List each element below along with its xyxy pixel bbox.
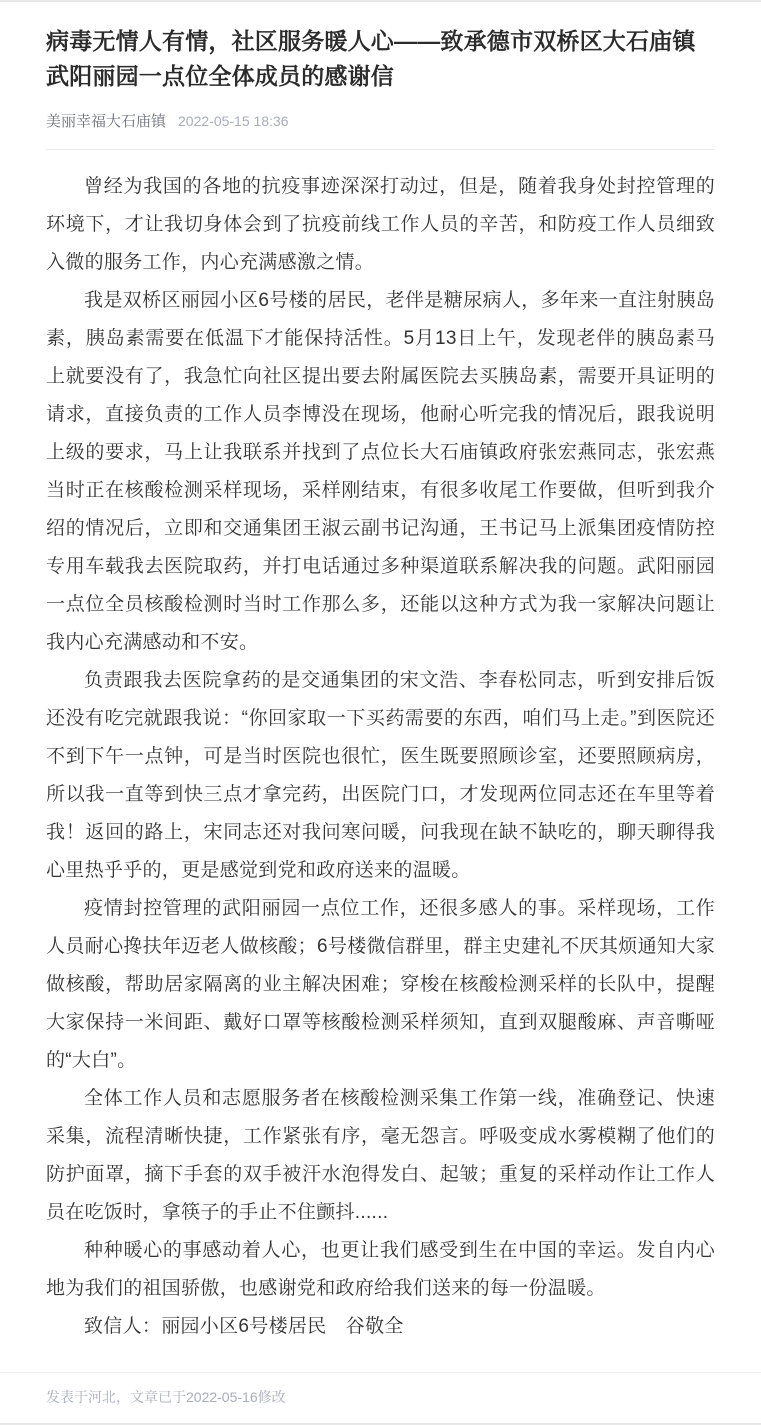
article-paragraph: 曾经为我国的各地的抗疫事迹深深打动过，但是，随着我身处封控管理的环境下，才让我切身体会到了抗疫前线工作人员的辛苦，和防疫工作人员细致入微的服务工作，内心充满感激之情。 bbox=[46, 176, 715, 273]
article-paragraph: 负责跟我去医院拿药的是交通集团的宋文浩、李春松同志，听到安排后饭还没有吃完就跟我说：“你回家取一下买药需要的东西，咱们马上走。”到医院还不到下午一点钟，可是当时医院也很忙，医生既要照顾诊室，还要照顾病房，所以我一直等到快三点才拿完药，出医院门口，才发现两位同志还在车里等着我！返回的路上，宋同志还对我问寒问暖，问我现在缺不缺吃的，聊天聊得我心里热乎乎的，更是感觉到党和政府送来的温暖。 bbox=[46, 670, 715, 881]
article-footer: 发表于河北，文章已于2022-05-16修改 bbox=[0, 1372, 761, 1425]
article-paragraph: 全体工作人员和志愿服务者在核酸检测采集工作第一线，准确登记、快速采集，流程清晰快捷，工作紧张有序，毫无怨言。呼吸变成水雾模糊了他们的防护面罩，摘下手套的双手被汗水泡得发白、起皱；重复的采样动作让工作人员在吃饭时，拿筷子的手止不住颤抖...... bbox=[46, 1088, 715, 1223]
article-meta bbox=[46, 110, 715, 131]
article-paragraph: 疫情封控管理的武阳丽园一点位工作，还很多感人的事。采样现场，工作人员耐心搀扶年迈老人做核酸；6号楼微信群里，群主史建礼不厌其烦通知大家做核酸，帮助居家隔离的业主解决困难；穿梭在核酸检测采样的长队中，提醒大家保持一米间距、戴好口罩等核酸检测采样须知，直到双腿酸麻、声音嘶哑的“大白”。 bbox=[46, 898, 715, 1071]
page-title: 病毒无情人有情，社区服务暖人心——致承德市双桥区大石庙镇武阳丽园一点位全体成员的感谢信 bbox=[46, 28, 696, 89]
publish-timestamp: 2022-05-15 18:36 bbox=[178, 113, 289, 129]
article-signature: 致信人：丽园小区6号楼居民 谷敬全 bbox=[84, 1316, 404, 1337]
article-container bbox=[0, 2, 761, 1346]
article-paragraph: 我是双桥区丽园小区6号楼的居民，老伴是糖尿病人，多年来一直注射胰岛素，胰岛素需要在低温下才能保持活性。5月13日上午，发现老伴的胰岛素马上就要没有了，我急忙向社区提出要去附属医院去买胰岛素，需要开具证明的请求，直接负责的工作人员李博没在现场，他耐心听完我的情况后，跟我说明上级的要求，马上让我联系并找到了点位长大石庙镇政府张宏燕同志，张宏燕当时正在核酸检测采样现场，采样刚结束，有很多收尾工作要做，但听到我介绍的情况后，立即和交通集团王淑云副书记沟通，王书记马上派集团疫情防控专用车载我去医院取药，并打电话通过多种渠道联系解决我的问题。武阳丽园一点位全员核酸检测时当时工作那么多，还能以这种方式为我一家解决问题让我内心充满感动和不安。 bbox=[46, 290, 715, 653]
account-name[interactable]: 美丽幸福大石庙镇 bbox=[46, 113, 167, 130]
header-divider bbox=[46, 149, 715, 150]
article-body bbox=[46, 168, 715, 1346]
article-paragraph: 种种暖心的事感动着人心，也更让我们感受到生在中国的幸运。发自内心地为我们的祖国骄傲，也感谢党和政府给我们送来的每一份温暖。 bbox=[46, 1240, 715, 1299]
